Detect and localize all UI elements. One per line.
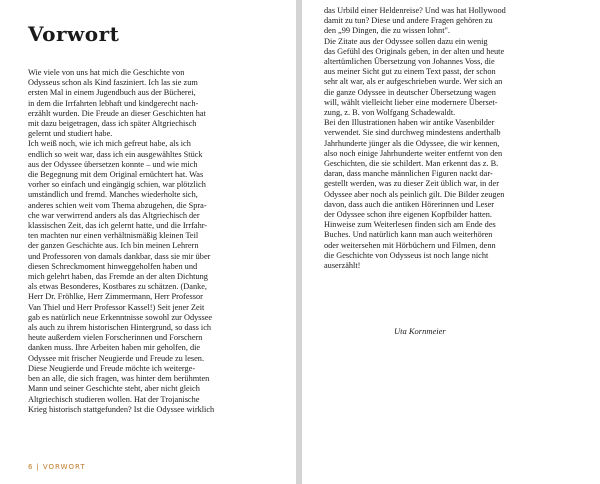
text-line: Odyssee aber noch als peinlich gilt. Die Bilder zeugen xyxy=(324,189,505,199)
text-line: daran, dass manche männlichen Figuren nackt dar- xyxy=(324,169,493,179)
text-line: die Begegnung mit dem Original ernüchtert hat. Was xyxy=(28,170,204,180)
right-body-text xyxy=(324,6,582,271)
text-line: das Gefühl des Originals geben, in der alten und heute xyxy=(324,46,505,56)
text-line: das Urbild einer Heldenreise? Und was hat Hollywood xyxy=(324,6,506,15)
text-line: aus meiner Sicht gut zu einem Text passt, der schon xyxy=(324,67,496,77)
text-line: als etwas Besonderes, Kostbares zu schätzen. (Danke, xyxy=(28,282,208,292)
text-line: die Geschichte von Odysseus ist noch lange nicht xyxy=(324,250,489,260)
text-line: ten machten nur einen verhältnismäßig kleinen Teil xyxy=(28,231,199,241)
text-line: Geschichten, die sie schildert. Man erkennt das z. B. xyxy=(324,159,499,169)
text-line: Bei den Illustrationen haben wir antike Vasenbilder xyxy=(324,118,495,128)
text-line: Mann und seiner Geschichte steht, aber nicht gleich xyxy=(28,384,200,394)
text-line: zung, z. B. von Wolfgang Schadewaldt. xyxy=(324,108,456,118)
text-line: aus der Odyssee übersetzen konnte – und wie mich xyxy=(28,159,198,169)
text-line: endlich so weit war, dass ich ein ausgewähltes Stück xyxy=(28,149,203,159)
left-body-text xyxy=(28,68,280,415)
text-line: mit dazu beigetragen, dass ich später Altgriechisch xyxy=(28,119,197,129)
text-line: verwendet. Sie sind durchweg mindestens anderthalb xyxy=(324,128,501,138)
text-line: damit zu tun? Diese und andere Fragen gehören zu xyxy=(324,16,493,26)
text-line: will, wählt vielleicht lieber eine modernere Überset- xyxy=(324,97,498,107)
author-signature: Uta Kornmeier xyxy=(394,326,446,336)
text-line: Herr Dr. Fröhlke, Herr Zimmermann, Herr Professor xyxy=(28,292,203,302)
text-line: also noch einige Jahrhunderte weiter entfernt von den xyxy=(324,148,503,158)
text-line: Diese Neugierde und Freude möchte ich weiterge- xyxy=(28,363,196,373)
text-line: erzählt wurden. Die Freude an dieser Geschichten hat xyxy=(28,108,206,118)
text-line: Buches. Und natürlich kann man auch weiterhören xyxy=(324,230,493,240)
text-line: anderes schien weit vom Thema abzugehen, die Spra- xyxy=(28,200,207,210)
text-line: ersten Mal in einem Jugendbuch aus der Bücherei, xyxy=(28,88,196,98)
left-page xyxy=(0,0,296,484)
text-line: die ganze Odyssee in deutscher Übersetzung wagen xyxy=(324,87,496,97)
text-line: altertümlichen Übersetzung von Johannes Voss, die xyxy=(324,57,495,67)
text-line: als auch zu ihrem historischen Hintergrund, so dass ich xyxy=(28,323,212,333)
text-line: Odysseus schon als Kind fasziniert. Ich las sie zum xyxy=(28,78,198,88)
text-line: gab es natürlich neue Erkenntnisse sowohl zur Odyssee xyxy=(28,312,213,322)
text-line: Altgriechisch studieren wollen. Hat der Trojanische xyxy=(28,394,200,404)
text-line: oder weitersehen mit Hörbüchern und Filmen, denn xyxy=(324,240,496,250)
text-line: und Professoren von damals dankbar, dass sie mir über xyxy=(28,251,211,261)
text-line: Ich weiß noch, wie ich mich gefreut habe, als ich xyxy=(28,139,191,149)
chapter-title: Vorwort xyxy=(28,22,120,46)
text-line: der Odyssee schon ihre eigenen Kopfbilder hatten. xyxy=(324,210,492,220)
text-line: che war verwirrend anders als das Altgriechisch der xyxy=(28,210,200,220)
text-line: heute außerdem vielen Forscherinnen und Forschern xyxy=(28,333,203,343)
text-line: den „99 Dingen, die zu wissen lohnt". xyxy=(324,26,450,36)
footer-separator: | xyxy=(36,463,40,471)
text-line: Van Thiel und Herr Professor Kassel!) Seit jener Zeit xyxy=(28,302,205,312)
text-line: Krieg historisch stattgefunden? Ist die Odyssee wirklich xyxy=(28,404,215,414)
text-line: Die Zitate aus der Odyssee sollen dazu ein wenig xyxy=(324,36,488,46)
text-line: umständlich und fremd. Manches wiederholte sich, xyxy=(28,190,198,200)
right-page xyxy=(302,0,600,484)
text-line: gestellt werden, was zu dieser Zeit üblich war, in der xyxy=(324,179,499,189)
page-footer xyxy=(28,463,86,471)
text-line: danken muss. Ihre Arbeiten haben mir geholfen, die xyxy=(28,343,201,353)
text-line: der ganzen Geschichte aus. Ich bin meinen Lehrern xyxy=(28,241,199,251)
text-line: klassischen Zeit, das ich gelernt hatte, und die Irrfahr- xyxy=(28,221,208,231)
text-line: gelernt und studiert habe. xyxy=(28,129,113,139)
text-line: Wie viele von uns hat mich die Geschichte von xyxy=(28,68,185,77)
page-number: 6 xyxy=(28,463,34,471)
text-line: Hinweise zum Weiterlesen finden sich am Ende des xyxy=(324,220,496,230)
text-line: Jahrhunderte jünger als die Odyssee, die wir kennen, xyxy=(324,138,500,148)
text-line: in dem die Irrfahrten lebhaft und kindgerecht nach- xyxy=(28,98,199,108)
text-line: ben an alle, die sich fragen, was hinter dem berühmten xyxy=(28,374,210,384)
text-line: mich gelehrt haben, das Fremde an der alten Dichtung xyxy=(28,272,208,282)
running-header: VORWORT xyxy=(42,463,86,471)
text-line: auserzählt! xyxy=(324,261,361,271)
text-line: sehr alt war, als er aufgeschrieben wurde. Wer sich an xyxy=(324,77,503,87)
text-line: vorher so einfach und eingängig schien, war plötzlich xyxy=(28,180,206,190)
text-line: davon, dass auch die antiken Hörerinnen und Leser xyxy=(324,199,495,209)
text-line: diesen Schreckmoment hinweggeholfen haben und xyxy=(28,261,198,271)
text-line: Odyssee mit frischer Neugierde und Freude zu lesen. xyxy=(28,353,205,363)
